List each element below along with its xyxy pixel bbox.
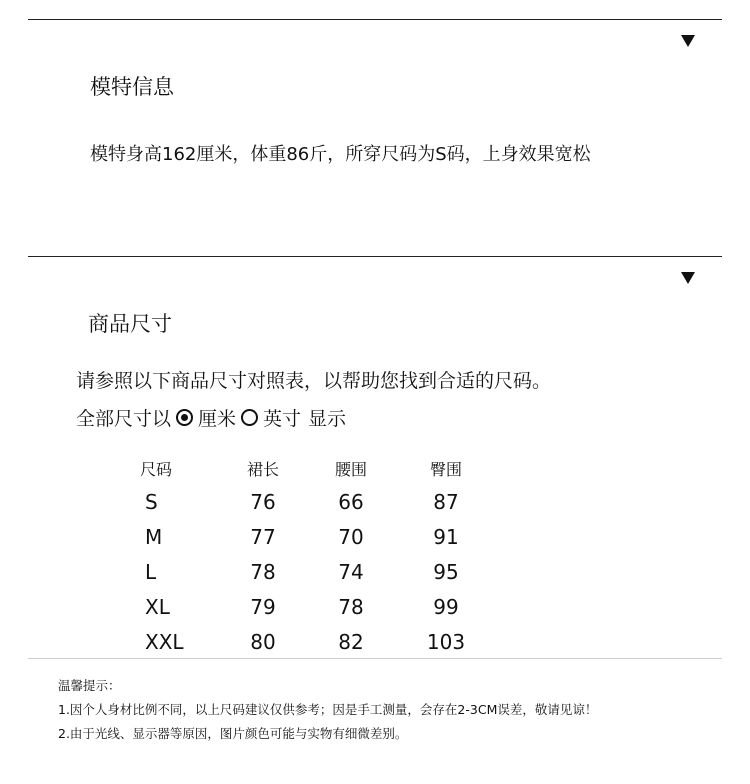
triangle-down-icon[interactable] xyxy=(681,272,695,284)
table-row xyxy=(0,557,750,587)
waist-cell: 70 xyxy=(338,525,364,549)
length-cell: 77 xyxy=(250,525,276,549)
waist-cell: 74 xyxy=(338,560,364,584)
model-info-description: 模特身高162厘米，体重86斤，所穿尺码为S码，上身效果宽松 xyxy=(90,144,591,165)
unit-inch-label[interactable]: 英寸 xyxy=(263,407,302,430)
hip-cell: 99 xyxy=(433,595,459,619)
tips-title: 温馨提示： xyxy=(58,678,121,693)
header-size: 尺码 xyxy=(140,460,173,479)
size-cell: L xyxy=(145,560,157,584)
unit-suffix-label: 显示 xyxy=(308,407,347,430)
unit-selector xyxy=(76,403,346,431)
hip-cell: 87 xyxy=(433,490,459,514)
size-cell: M xyxy=(145,525,163,549)
hip-cell: 95 xyxy=(433,560,459,584)
waist-cell: 78 xyxy=(338,595,364,619)
size-cell: S xyxy=(145,490,158,514)
notes-divider xyxy=(28,658,722,659)
triangle-down-icon[interactable] xyxy=(681,35,695,47)
tips-line-2: 2.由于光线、显示器等原因，图片颜色可能与实物有细微差别。 xyxy=(58,726,408,741)
size-table-header xyxy=(0,455,750,485)
header-waist: 腰围 xyxy=(334,460,368,479)
length-cell: 76 xyxy=(250,490,276,514)
top-divider xyxy=(28,19,722,20)
hip-cell: 103 xyxy=(426,630,466,654)
tips-line-1: 1.因个人身材比例不同，以上尺码建议仅供参考；因是手工测量，会存在2-3CM误差，敬请见谅！ xyxy=(58,702,598,717)
length-cell: 79 xyxy=(250,595,276,619)
tips-block xyxy=(58,674,597,746)
table-row xyxy=(0,487,750,517)
radio-cm[interactable] xyxy=(176,409,193,426)
length-cell: 80 xyxy=(250,630,276,654)
waist-cell: 66 xyxy=(338,490,364,514)
unit-cm-label[interactable]: 厘米 xyxy=(198,407,237,430)
table-row xyxy=(0,627,750,657)
section-divider xyxy=(28,256,722,257)
radio-inch[interactable] xyxy=(241,409,258,426)
waist-cell: 82 xyxy=(338,630,364,654)
model-info-heading: 模特信息 xyxy=(90,75,174,99)
size-intro-text: 请参照以下商品尺寸对照表，以帮助您找到合适的尺码。 xyxy=(76,370,552,392)
table-row xyxy=(0,522,750,552)
hip-cell: 91 xyxy=(433,525,459,549)
size-cell: XL xyxy=(145,595,170,619)
header-hip: 臀围 xyxy=(429,460,463,479)
header-length: 裙长 xyxy=(246,460,280,479)
unit-prefix-label: 全部尺寸以 xyxy=(76,407,172,430)
table-row xyxy=(0,592,750,622)
size-section-heading: 商品尺寸 xyxy=(88,312,172,336)
size-cell: XXL xyxy=(145,630,184,654)
length-cell: 78 xyxy=(250,560,276,584)
